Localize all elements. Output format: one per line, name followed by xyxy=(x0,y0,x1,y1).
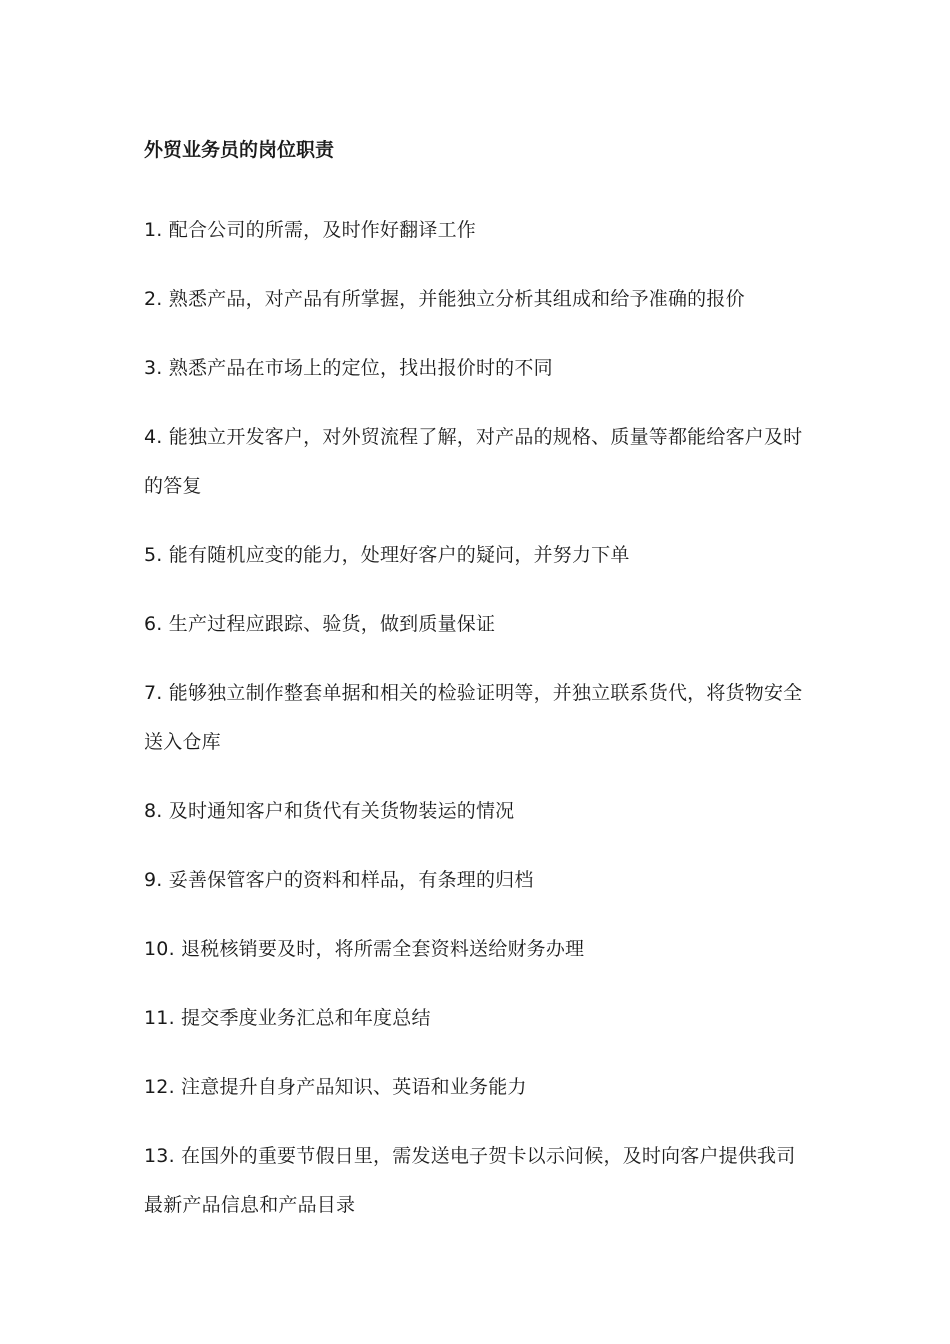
duty-item-11: 11. 提交季度业务汇总和年度总结 xyxy=(144,1007,431,1029)
duty-item-10: 10. 退税核销要及时，将所需全套资料送给财务办理 xyxy=(144,938,585,960)
document-content xyxy=(144,136,814,1250)
duty-item-13: 13. 在国外的重要节假日里，需发送电子贺卡以示问候，及时向客户提供我司最新产品信息和产品目录 xyxy=(144,1145,796,1216)
duty-item-2: 2. 熟悉产品，对产品有所掌握，并能独立分析其组成和给予准确的报价 xyxy=(144,288,745,310)
duty-item-6: 6. 生产过程应跟踪、验货，做到质量保证 xyxy=(144,613,496,635)
duty-item-7: 7. 能够独立制作整套单据和相关的检验证明等，并独立联系货代，将货物安全送入仓库 xyxy=(144,682,803,753)
duty-item-12: 12. 注意提升自身产品知识、英语和业务能力 xyxy=(144,1076,527,1098)
document-title: 外贸业务员的岗位职责 xyxy=(144,139,335,161)
duty-item-1: 1. 配合公司的所需，及时作好翻译工作 xyxy=(144,219,476,241)
duty-item-4: 4. 能独立开发客户，对外贸流程了解，对产品的规格、质量等都能给客户及时的答复 xyxy=(144,426,803,497)
duty-item-8: 8. 及时通知客户和货代有关货物装运的情况 xyxy=(144,800,515,822)
duty-item-5: 5. 能有随机应变的能力，处理好客户的疑问，并努力下单 xyxy=(144,544,630,566)
duty-list xyxy=(144,206,814,1230)
duty-item-3: 3. 熟悉产品在市场上的定位，找出报价时的不同 xyxy=(144,357,553,379)
duty-item-9: 9. 妥善保管客户的资料和样品，有条理的归档 xyxy=(144,869,534,891)
